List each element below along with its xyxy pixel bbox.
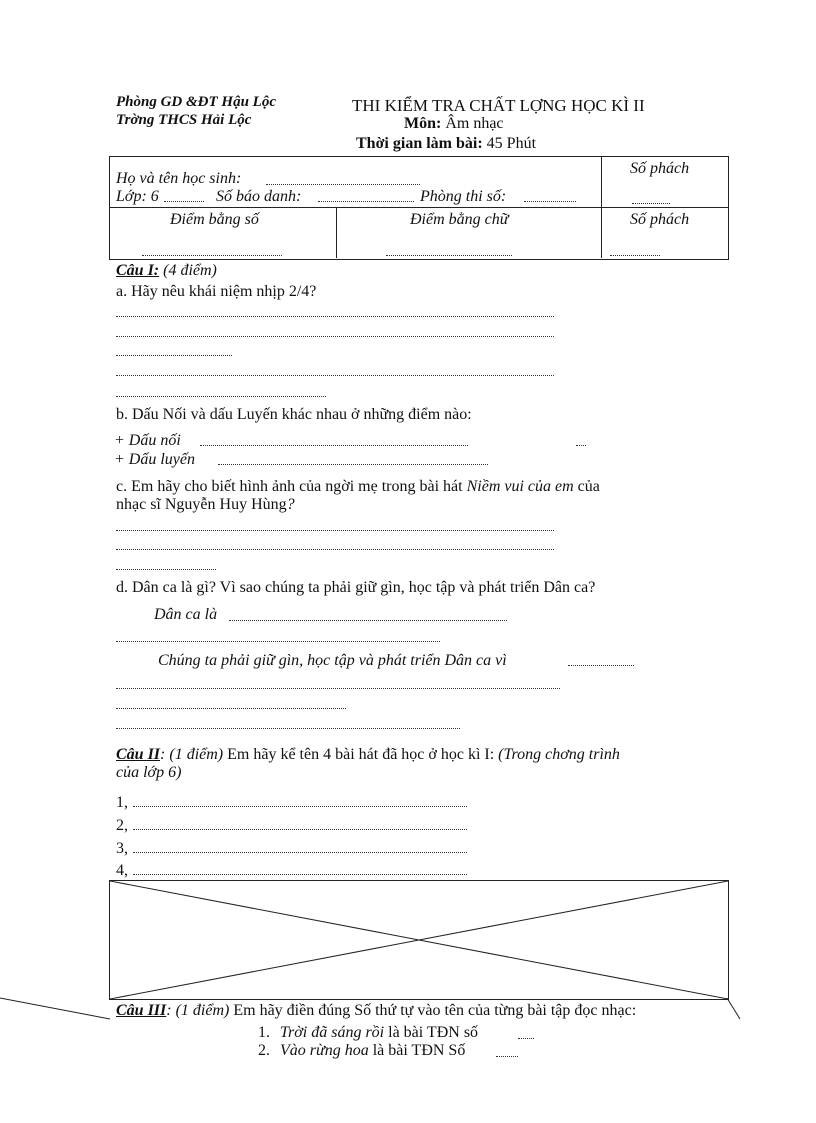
q3-item-text: là bài TĐN số — [388, 1024, 479, 1041]
score-word-label: Điểm bằng chữ — [410, 211, 509, 228]
q3-item-number: 2. — [258, 1042, 270, 1059]
student-name-label: Họ và tên học sinh: — [116, 170, 242, 187]
answer-line[interactable] — [116, 549, 554, 550]
q3-item-2 — [258, 1042, 465, 1060]
q3-item-1 — [258, 1024, 478, 1042]
q2-heading: Câu II — [116, 746, 161, 763]
answer-line[interactable] — [116, 688, 560, 689]
answer-line[interactable] — [133, 829, 467, 830]
q1c-prompt-suffix: của — [577, 478, 600, 495]
q2-note-line2: của lớp 6) — [116, 764, 182, 781]
q2-prompt: Em hãy kể tên 4 bài hát đã học ở học kì I: — [227, 746, 495, 763]
answer-line[interactable] — [116, 641, 440, 642]
q1-heading: Câu I: — [116, 262, 160, 279]
q2-item-number: 1, — [116, 794, 128, 811]
answer-line[interactable] — [496, 1056, 518, 1057]
q1b-prompt: b. Dấu Nối và dấu Luyến khác nhau ở những điểm nào: — [116, 406, 472, 423]
answer-line[interactable] — [133, 874, 467, 875]
time-line — [356, 135, 536, 153]
class-blank[interactable] — [164, 201, 204, 202]
answer-line[interactable] — [116, 396, 326, 397]
q3-song-title: Vào rừng hoa — [280, 1042, 369, 1059]
q2-item-number: 3, — [116, 840, 128, 857]
so-phach-blank-2[interactable] — [610, 255, 660, 256]
q1d-reason: Chúng ta phải giữ gìn, học tập và phát triển Dân ca vì — [158, 652, 507, 669]
q2-item-number: 4, — [116, 862, 128, 879]
q1b-noi-label: + Dấu nối — [114, 432, 181, 449]
answer-line[interactable] — [116, 728, 460, 729]
crossed-out-box — [109, 880, 729, 1000]
answer-line[interactable] — [116, 336, 554, 337]
so-phach-label-2: Số phách — [630, 211, 690, 228]
q3-prompt: Em hãy điền đúng Số thứ tự vào tên của từng bài tập đọc nhạc: — [233, 1002, 637, 1019]
subject-value: Âm nhạc — [445, 115, 504, 132]
q2-item-number: 2, — [116, 817, 128, 834]
table-column-divider — [601, 156, 602, 258]
q1a-prompt: a. Hãy nêu khái niệm nhịp 2/4? — [116, 283, 317, 300]
q1-points: (4 điểm) — [163, 262, 217, 279]
q1c-prompt-line1 — [116, 478, 720, 496]
q3-points: : (1 điểm) — [166, 1002, 230, 1019]
answer-line[interactable] — [116, 316, 554, 317]
q2-note: (Trong chơng trình — [498, 746, 620, 763]
q3-heading: Câu III — [116, 1002, 167, 1019]
class-label: Lớp: 6 — [116, 188, 159, 205]
sbd-blank[interactable] — [318, 201, 414, 202]
student-name-blank[interactable] — [266, 184, 420, 185]
score-number-label: Điểm bằng số — [170, 211, 259, 228]
score-word-blank[interactable] — [386, 255, 512, 256]
q1c-question-mark: ? — [286, 496, 295, 513]
q1c-song-title: Niềm vui của em — [466, 478, 574, 495]
q2-points: : (1 điểm) — [160, 746, 224, 763]
time-value: 45 Phút — [486, 135, 537, 152]
answer-line[interactable] — [229, 620, 507, 621]
answer-line[interactable] — [133, 806, 467, 807]
sbd-label: Số báo danh: — [216, 188, 302, 205]
answer-line[interactable] — [116, 375, 554, 376]
q1d-dan-ca-la: Dân ca là — [154, 606, 218, 623]
q1d-prompt: d. Dân ca là gì? Vì sao chúng ta phải giữ gìn, học tập và phát triển Dân ca? — [116, 579, 596, 596]
q2-heading-line — [116, 746, 720, 764]
answer-line[interactable] — [116, 708, 346, 709]
department-name: Phòng GD &ĐT Hậu Lộc — [116, 94, 277, 110]
q1c-composer: nhạc sĩ Nguyễn Huy Hùng — [116, 496, 287, 513]
q1c-prompt-line2 — [116, 496, 295, 514]
answer-line[interactable] — [133, 852, 467, 853]
q3-heading-line — [116, 1002, 636, 1020]
so-phach-label-1: Số phách — [630, 160, 690, 177]
q1c-prompt-prefix: c. Em hãy cho biết hình ảnh của ngời mẹ trong bài hát — [116, 478, 463, 495]
answer-line[interactable] — [116, 530, 554, 531]
subject-line — [404, 115, 504, 133]
answer-line[interactable] — [200, 445, 468, 446]
q3-item-text: là bài TĐN Số — [372, 1042, 466, 1059]
table-divider — [109, 207, 728, 208]
room-blank[interactable] — [524, 201, 576, 202]
answer-line[interactable] — [218, 464, 488, 465]
q1b-luyen-label: + Dấu luyến — [114, 451, 195, 468]
so-phach-blank-1[interactable] — [632, 203, 670, 204]
room-label: Phòng thi số: — [420, 188, 507, 205]
q3-item-number: 1. — [258, 1024, 270, 1041]
answer-line[interactable] — [116, 355, 232, 356]
q1-heading-line — [116, 262, 217, 280]
answer-line[interactable] — [116, 569, 216, 570]
answer-line[interactable] — [568, 665, 634, 666]
score-number-blank[interactable] — [142, 255, 282, 256]
subject-label: Môn: — [404, 115, 442, 132]
school-name: Trờng THCS Hải Lộc — [116, 112, 252, 128]
table-column-divider — [336, 207, 337, 258]
answer-line[interactable] — [576, 445, 586, 446]
q3-song-title: Trời đã sáng rồi — [280, 1024, 385, 1041]
answer-line[interactable] — [518, 1038, 534, 1039]
cross-lines — [110, 881, 728, 999]
exam-title: THI KIỂM TRA CHẤT LỢNG HỌC KÌ II — [352, 96, 645, 115]
time-label: Thời gian làm bài: — [356, 135, 483, 152]
